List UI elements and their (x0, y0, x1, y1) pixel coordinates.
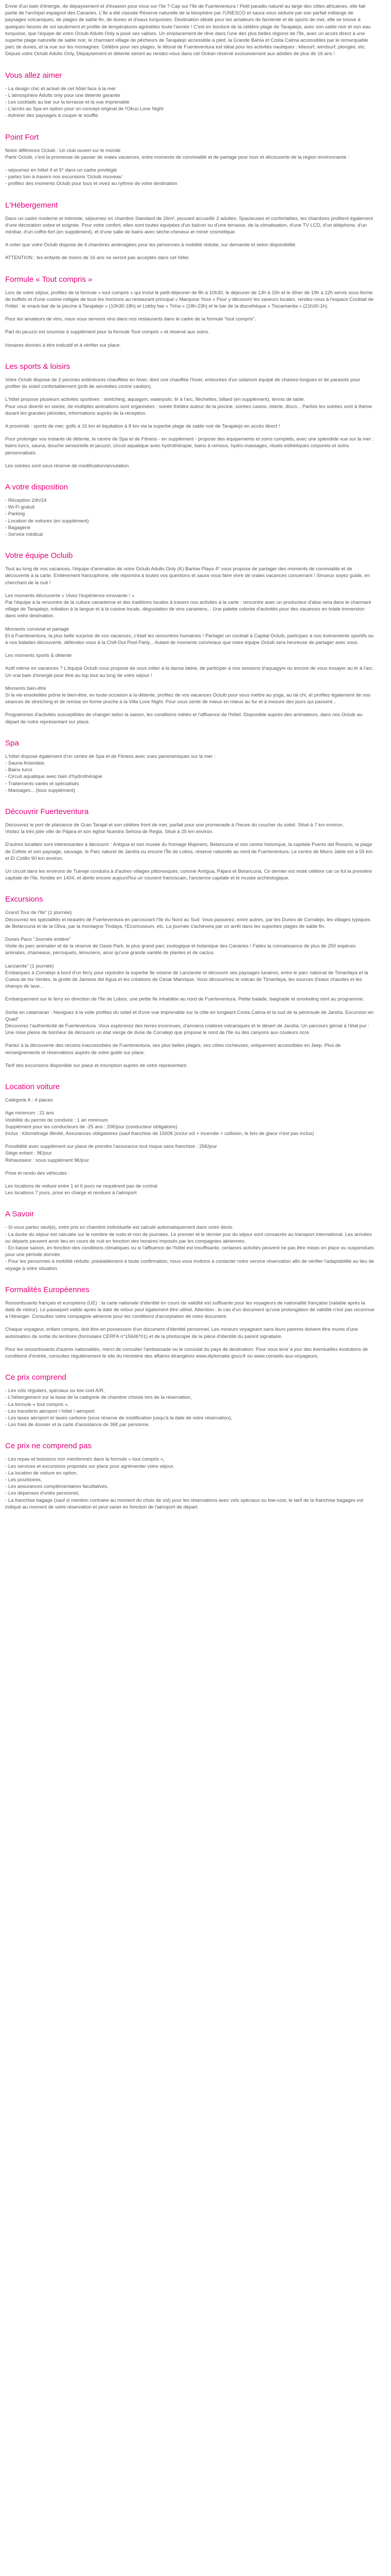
section-paragraph: Embarquement sur le ferry en direction de l'île de Lobos, une petite île inhabitée au nord de Fuerteventura. Petite balade, baignade et snorkeling sont au programme. (5, 996, 364, 1003)
section-decouvrir-fuerteventura (5, 807, 376, 882)
section-paragraph: Chaque voyageur, enfant compris, doit être en possession d'un document d'identité personnel. Les mineurs voyageant sans leurs parents doivent être munis d'une autorisation de sortie du territoire (formulaire CERFA n°15646*01) et de la photocopie de la pièce d'identité du parent signataire. (5, 1327, 359, 1340)
section-paragraph: Horaires donnés à titre indicatif et à vérifier sur place. (5, 342, 121, 348)
section-paragraph: Part du jacuzzi est soumise à supplément pour la formule Tout compris » et réservé aux soins. (5, 329, 209, 335)
section-paragraph: Prise et rendu des véhicules : (5, 1170, 70, 1176)
section-title: Ce prix ne comprend pas (5, 1442, 92, 1451)
section-paragraph: Dans un cadre moderne et intimiste, séjournez en chambre Standard de 26m², pouvant accueillir 2 adultes. Spacieuses et confortables, les chambres profitent également d'une décoration sobre et soignée. Pour votre confort, elles sont toutes équipées d'un balcon ou d'une terrasse, de la climatisation, d'une TV LCD, d'un téléphone, d'un minibar, d'un coffre-fort (en supplément), et d'une salle de bains avec sèche-cheveux et miroir cosmétique. (5, 215, 373, 235)
section-paragraph: Grand Tour de l'île" (1 journée) Découvrez les spécialités et beautés de Fuerteventura en parcourant l'île du Nord au Sud. Vous passerez, entre autres, par les Dunes de Corralejo, les villages typiques de Betancuria et de la Oliva, par la montagne Tindaya, l'Ecomuseum, etc. La journée s'achèvera par un arrêt dans les superbes plages de sable fin. (5, 910, 370, 929)
section-title: Location voiture (5, 1082, 60, 1092)
section-title: Votre équipe Ocluib (5, 551, 73, 561)
section-paragraph: Possibilité avec supplément sur place de prendre l'assurance tout risque sans franchise : 25€/jour Siège enfant : 9€/jour Réhausseur : sous supplément 9€/jour (5, 1144, 217, 1163)
section-ce-prix-ne-comprend-pas (5, 1442, 376, 1511)
section-a-votre-disposition (5, 483, 376, 538)
section-paragraph: A noter que votre Ocluib dispose de 4 chambres aménagées pour les personnes à mobilité réduite, sur demande et selon disponibilité. (5, 242, 297, 248)
section-paragraph: Un circuit dans les environs de Tuineje conduira à d'autres villages pittoresques, comme Antigua, Pájara et Betancuria. Ce dernier est resté célèbre car ce fut la première capitale de l'île, fondée en 1404, et abrite encore aujourd'hui un couvent franciscain, l'ancienne capitale et le musée archéologique. (5, 869, 372, 882)
section-title: A votre disposition (5, 482, 68, 492)
section-vous-allez-aimer (5, 71, 376, 120)
section-excursions (5, 895, 376, 1069)
section-paragraph: Les soirées sont sous réserve de modification/annulation. (5, 463, 130, 469)
section-l-hebergement (5, 201, 376, 262)
section-paragraph: - Si vous partez seul(e), votre prix en chambre individuelle est calculé automatiquement dans votre devis. - La durée du séjour est calculée sur le nombre de nuits et non de journées. Le premier et le dernier jour du séjour sont consacrés au transport international. Les arrivées ou départs peuvent avoir lieu en cours de nuit en fonction des horaires imposés par les compagnies aériennes. - En basse saison, en fonction des conditions climatiques ou si l'affluence de l'hôtel est insuffisante, certaines activités peuvent ne pas être mises en place ou suspendues pour une période donnée. - Pour les personnes à mobilité réduite, préalablement à toute confirmation, nous vous invitons à contacter notre service réservation afin de vérifier l'adaptabilité au lieu de voyage à votre situation. (5, 1225, 374, 1272)
section-paragraph: Les locations de voiture entre 1 et 6 jours ne requièrent pas de contrat Les locations 7 jours, prise en charge et rendues à l'aéroport (5, 1183, 158, 1196)
section-paragraph: Ressortissants français et européens (UE) : la carte nationale d'identité en cours de validité est suffisante pour les voyageurs de nationalité française (valable après la date de retour). Le passeport valide après la date de retour peut également être utilisé. Attention : le cas d'un document qu'une prolongation de validité n'est pas reconnue à l'étranger. Consultez votre compagnie aérienne pour les conditions d'acceptation de votre document. (5, 1300, 374, 1320)
section-paragraph: L'hôtel dispose également d'un centre de Spa et de Fitness avec vues panoramiques sur la mer : - Sauna finlandais - Bains turcs - Circuit aquatique avec bain d'hydrothérapie - Traitements variés et spécialisés - Massages... (tous supplément) (5, 753, 216, 793)
section-paragraph: Découvrez le port de plaisance de Gran Tarajal et son célèbre front de mer, parfait pour une promenade à l'heure du coucher du soleil. Situé à 7 km environ. Visitez la très jolie ville de Pájara et son église Nuestra Señora de Regla. Situé à 25 km environ. (5, 822, 344, 835)
section-paragraph: Partez à la découverte des recoins inaccessibles de Fuerteventura, ses plus belles plages, ses côtes rocheuses, uniquement accessibles en Jeep. Plus de renseignements et réservations auprès de votre guide sur place. (5, 1043, 341, 1056)
section-paragraph: Pour les amateurs de vins, nous vous servons vins dans nos restaurants dans le cadre de la formule "tout compris". (5, 316, 256, 323)
section-paragraph: - séjournez en hôtel 4 et 5* dans un cadre privilégié - partez loin à travers nos excursions 'Ocluib nouveau' - profitez des moments Ocluib pour tous et vivez au rythme de votre destination (5, 167, 177, 187)
section-title: Vous allez aimer (5, 71, 62, 80)
section-location-voiture (5, 1082, 376, 1196)
section-paragraph: A proximité : sports de mer, golfs à 15 km et équitation à 8 km via la superbe plage de sable noir de Tarajalejo en accès direct ! (5, 423, 280, 429)
section-paragraph: Les moments sports & détente (5, 653, 72, 659)
section-paragraph: Les moments découverte « Vivez l'expérience innovante ! » Par l'équipe à la rencontre de la culture canarienne et des traditions locales à travers nos activités à la carte : rencontre avec un producteur d'aloe vera dans le charmant village de Tarajalejo, initiation à la langue et à la cuisine locale, dégustation de vins canariens... Une palette colorée d'activités pour des vacances en totale immersion dans votre destination. (5, 592, 371, 619)
section-paragraph: Programmes d'activités susceptibles de changer selon la saison, les conditions météo et l'affluence de l'hôtel. Disponible auprès des animateurs, dans nos Ocluib au départ de notre représentant sur place. (5, 712, 363, 725)
section-title: Point Fort (5, 132, 39, 142)
section-les-sports-loisirs (5, 362, 376, 469)
section-paragraph: Pour les ressortissants d'autres nationalités, merci de consulter l'ambassade ou le consulat du pays de destination. Pour vous tenir à jour des éventuelles évolutions de conditions d'entrée, consultez régulièrement le site du ministère des affaires étrangères www.diplomatie.gouv.fr ou www.conseils-aux-voyageurs. (5, 1346, 368, 1359)
section-point-fort (5, 133, 376, 188)
section-title: Formule « Tout compris » (5, 275, 92, 284)
section-paragraph: - La design chic et actuel de cet hôtel face à la mer - L'atmosphère Adults only pour une détente garantie - Les cocktails au bar sur la terrasse et la vue imprenable - L'accès au Spa en option pour un concept original de l'Okuu Love Night - Admirer des paysages à couper le souffle (5, 86, 164, 119)
intro-paragraph: Envie d'un bain d'énergie, de dépaysement et d'évasion pour vous sur l'île ? Cap sur l'île de Fuerteventura ! Petit paradis naturel au large des côtes africaines, elle fait partie de l'archipel espagnol des Canaries. L'île a été classée Réserve naturelle de la biosphère par l'UNESCO et saura vous séduire par son parfait mélange de paysages volcaniques, de plages de sable fin, de dunes et d'eaux turquoises. Destination idéale pour les amateurs de farniente et de sports de mer, elle se trouve à quelques heures de vol seulement et profite de températures agréables toute l'année ! C'est en bordure de la célèbre plage de Tarajalejo, avec son sable noir et son eau turquoise, que l'équipe de votre Ocluib Adults Only a posé ses valises. Un emplacement de rêve dans l'une des plus belles régions de l'île, avec un accès direct à une superbe plage naturelle de sable noir, le charmant village de pêcheurs de Tarajalejo accessible à pied, la Grande Bahía et Costa Calma accessibles par le remarquable parc de dunes, et la vue sur les montagnes. Célèbre pour ses plages, le littoral de Fuerteventura est idéal pour les activités nautiques : kitesurf, windsurf, plongée, etc. Depuis votre Ocluib Adults Only, Dépaysement et détente seront au rendez-vous dans cet Océan réservé exclusivement aux adultes de plus de 16 ans ! (5, 4, 371, 57)
section-paragraph: Lors de votre séjour, profitez de la formule « tout compris » qui inclut le petit-déjeuner de 8h à 10h30, le déjeuner de 13h à 15h et le dîner de 19h à 22h servis sous forme de buffets et d'une cuisine mitigée de tous les horizons au restaurant principal « Marquise Yoss » Pour y découvrir les saveurs locales, rendez-vous à l'espace Cocktail de l'hôtel : le snack-bar de la piscine à Tarajalejo » (10h30-18h) et Lobby bar « Tirha » (18h-23h) et le bar de la discothèque « Tiscamanita » (21h30-1h). (5, 290, 374, 310)
section-paragraph: Moments bien-être Si la vie ensoleillée prône le bien-être, en toute occasion à la détente, profitez de vos vacances Ocluib pour vous mettre au yoga, au tai chi, et profitez également de nos séances de stretching et de remise en forme proche à la Villa Love Night. Pour vous sentir de mieux en mieux au fur et à mesure des jours qui passent... (5, 685, 371, 705)
section-title: Ce prix comprend (5, 1373, 67, 1382)
section-paragraph: - Les vols réguliers, spéciaux ou low cost A/R, - L'hébergement sur la base de la catégorie de chambre choisie lors de la réservation, - La formule « tout compris », - Les transferts aéroport / hôtel / aéroport - Les taxes aéroport et taxes carbone (sous réserve de modification jusqu'à la date de votre réservation), - Les frais de dossier et la carte d'assistance de 36€ par personne. (5, 1388, 233, 1428)
section-paragraph: Lanzarote" (1 journée) Embarquez à Corralejo à bord d'un ferry pour rejoindre la superbe île voisine de Lanzarote et découvrir ses paysages lunaires, entre le parc national de Timanfaya et la Cueva de los Verdes, la grotte de Jameos del Agua et les créations de César Manrique. Vous découvrirez le volcan de Timanfaya, les sources d'eaux chaudes et les champs de lave... (5, 963, 368, 990)
section-paragraph: ATTENTION : les enfants de moins de 16 ans ne seront pas acceptés dans cet hôtel. (5, 255, 190, 261)
section-paragraph: Sortie en catamaran : Naviguez à la voile profitez du soleil et d'une vue imprenable sur la côte en longeant Costa Calma et la sud de la péninsule de Jandía. Excursion en Quad" Découvrez l'authenticité de Fuerteventura. Vous explorerez des terres inconnues, d'anciens cratères volcaniques et le désert de Jandía. Un parcours génial à l'état pur : Une mise pleine de bonheur de découvrir un état vierge de dune de Corralejo que propose le nord de l'île ou des canyons aux couleurs ocre. (5, 1009, 374, 1036)
section-paragraph: - Les repas et boissons non mentionnés dans la formule « tout compris », - Les services et excursions proposés sur place pour agrémenter votre séjour, - La location de voiture en option, - Les pourboires, - Les assurances complémentaires facultatives, - Les dépenses d'ordre personnel, - La franchise bagage (sauf si mention contraire au moment du choix de vol) pour les réservations avec vols spéciaux ou low-cost, le tarif de la franchise bagages est indiqué au moment de votre réservation et peut varier en fonction de l'aéroport de départ. (5, 1456, 364, 1510)
section-title: Les sports & loisirs (5, 362, 70, 371)
section-paragraph: L'hôtel propose plusieurs activités sportives : stretching, aquagym, waterpolo, tir à l'arc, fléchettes, billard (en supplément), tennis de table. Pour vous divertir en soirée, de multiples animations sont organisées : soirée théâtre autour de la piscine, soirées casino, loterie, disco... Parfois les soirées sont à thème durant les grandes périodes, informations auprès de la réception. (5, 397, 372, 416)
section-paragraph: Notre différence Ocluib : Un club ouvert sur le monde Partir Ocluib, c'est la promesse de passer de vraies vacances, entre moments de convivialité et de partage pour tous et découverte de la région environnante : (5, 147, 349, 160)
section-formalites-europeennes (5, 1285, 376, 1360)
section-spa (5, 739, 376, 794)
section-formule-tout-compris (5, 275, 376, 349)
section-title: Formalités Européennes (5, 1285, 90, 1294)
section-paragraph: Actif même en vacances ? L'équipe Ocluib vous propose de vous initier à la danse latine, de participer à nos sessions d'aquagym ou encore de vous essayer au tir à l'arc. Un vrai bain d'énergie pour être au top tout au long de votre séjour ! (5, 666, 374, 679)
section-paragraph: Tout au long de vos vacances, l'équipe d'animation de votre Ocluib Adults Only (K) Barlow Playa 4* vous propose de partager des moments de convivialité et de découverte à la carte. Entièrement francophone, elle répondra à toutes vos questions et saura vous faire vivre de vraies vacances concernant ! Sinueux soyez guide, en cherchant de la nuit ! (5, 566, 370, 586)
section-title: L'Hébergement (5, 200, 58, 210)
sections-container (5, 71, 376, 1511)
section-title: Excursions (5, 895, 43, 904)
section-a-savoir (5, 1210, 376, 1272)
section-votre-equipe-ocluib (5, 551, 376, 725)
section-paragraph: Moments convivial et partagé Et à Fuerteventura, la plus belle surprise de vos vacances, c'était les rencontres humaines ! Partager un cocktail à Capital Ocluib, participez à nos événements sportifs ou à nos balades découverte, défendez-vous à la Chill-Out Pool Party... Autant de moments conviviaux que notre équipe Ocluib sera heureuse de partager avec vous. (5, 626, 374, 646)
section-paragraph: Tarif des excursions disponible sur place et inscription auprès de votre représentant. (5, 1062, 188, 1069)
section-paragraph: - Réception 24h/24 - Wi-Fi gratuit - Parking - Location de voitures (en supplément) - Bagagerie - Service médical (5, 497, 89, 537)
section-paragraph: Votre Ocluib dispose de 2 piscines extérieures chauffées en hiver, dont une chauffée l'hiver, entourées d'un solarium équipé de chaises-longues et de parasols pour profiter du soleil confortablement (prêt de serviettes contre caution). (5, 377, 361, 390)
section-paragraph: Pour prolonger vos instants de détente, le centre de Spa et de Fitness - en supplément - propose des équipements et soins complets, avec une splendide vue sur la mer : bains turcs, sauna, douche sensorielle et jacuzzi, circuit aquatique avec hydrothérapie, bains à remous, hydro-massages, rituels esthétiques corporels et soins personnalisés. (5, 436, 374, 456)
section-paragraph: D'autres localités sont intéressantes à découvrir : Antigua et son musée du fromage Majorero, Betancuria et son centre historique, la capitale Puerto del Rosario, la plage de Cofete et son paysage, sauvage, le Parc naturel de Jandía ou encore l'Île de Lobos, réserve naturelle au nord de Fuerteventura. Le centre de Morro Jable est à 55 km et El Cotillo 90 km environ. (5, 842, 373, 861)
section-title: A Savoir (5, 1210, 34, 1219)
intro-text (5, 3, 376, 58)
section-title: Spa (5, 738, 19, 748)
section-title: Découvrir Fuerteventura (5, 807, 89, 817)
section-ce-prix-comprend (5, 1373, 376, 1428)
section-paragraph: Catégorie A : 4 places (5, 1097, 53, 1104)
section-paragraph: Age minimum : 21 ans Visibilité du permis de conduire : 1 an minimum Supplément pour les conducteurs de -25 ans : 20€/jour (conducteur obligatoire) Inclus : Kilométrage illimité, Assurances obligatoires (sauf franchise de 1500€ (inclut vol + incendie + collision, le bris de glace n'est pas inclus) (5, 1110, 314, 1137)
section-paragraph: Dunes Paco "Journée entière" Visite du parc animalier et de la réserve de Oasis Park, le plus grand parc zoologique et botanique des Canaries ! Faites la connaissance de plus de 250 espèces animales, chameaux, perroquets, lémuriens, ainsi qu'une grande variété de plantes et de cactus. (5, 937, 356, 956)
